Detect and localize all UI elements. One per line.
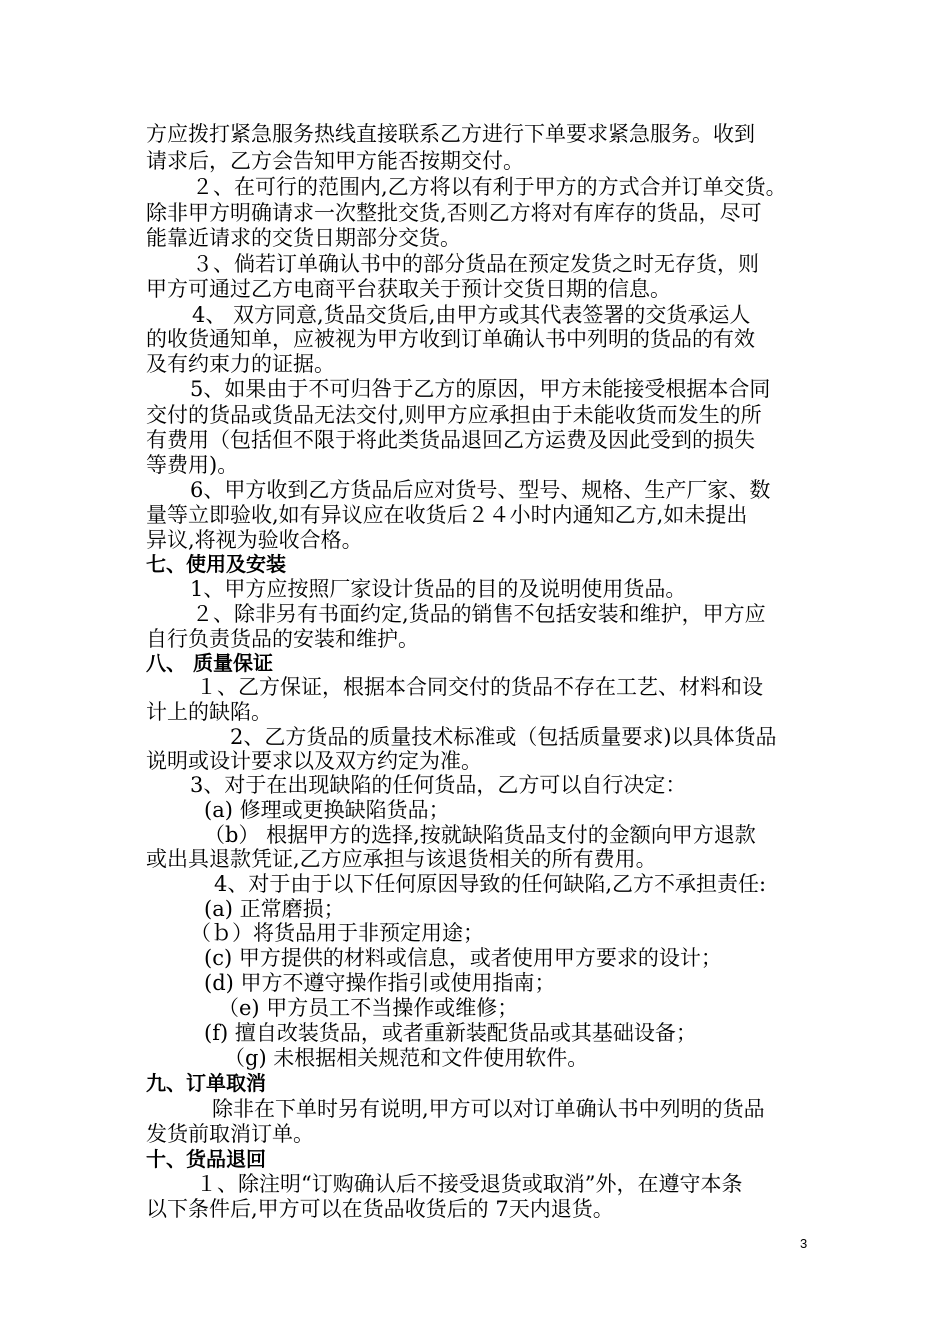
body-text-line: (f) 擅自改装货品，或者重新装配货品或其基础设备； <box>204 1021 697 1045</box>
body-text-line: 1、甲方应按照厂家设计货品的目的及说明使用货品。 <box>190 577 687 601</box>
body-text-line: 2、乙方货品的质量技术标准或（包括质量要求)以具体货品 <box>230 725 777 749</box>
body-text-line: 除非在下单时另有说明,甲方可以对订单确认书中列明的货品 <box>212 1097 765 1121</box>
body-text-line: 方应拨打紧急服务热线直接联系乙方进行下单要求紧急服务。收到 <box>146 122 755 146</box>
body-text-line: 的收货通知单，应被视为甲方收到订单确认书中列明的货品的有效 <box>146 327 755 351</box>
page-number: 3 <box>800 1236 808 1251</box>
body-text-line: 或出具退款凭证,乙方应承担与该退货相关的所有费用。 <box>146 847 657 871</box>
body-text-line: (d) 甲方不遵守操作指引或使用指南； <box>204 971 556 995</box>
body-text-line: (a) 修理或更换缺陷货品； <box>204 798 450 822</box>
section-heading: 七、使用及安装 <box>146 552 286 576</box>
body-text-line: 说明或设计要求以及双方约定为准。 <box>146 749 482 773</box>
body-text-line: １、乙方保证，根据本合同交付的货品不存在工艺、材料和设 <box>196 675 763 699</box>
section-heading: 八、 质量保证 <box>146 651 273 675</box>
body-text-line: 请求后，乙方会告知甲方能否按期交付。 <box>146 149 524 173</box>
body-text-line: ３、倘若订单确认书中的部分货品在预定发货之时无存货，则 <box>192 252 759 276</box>
body-text-line: 等费用)。 <box>146 453 239 477</box>
body-text-line: 异议,将视为验收合格。 <box>146 528 363 552</box>
body-text-line: 甲方可通过乙方电商平台获取关于预计交货日期的信息。 <box>146 277 671 301</box>
body-text-line: 6、甲方收到乙方货品后应对货号、型号、规格、生产厂家、数 <box>190 478 771 502</box>
section-heading: 九、订单取消 <box>146 1071 266 1095</box>
body-text-line: （g) 未根据相关规范和文件使用软件。 <box>224 1046 589 1070</box>
body-text-line: 4、 双方同意,货品交货后,由甲方或其代表签署的交货承运人 <box>192 303 751 327</box>
body-text-line: 计上的缺陷。 <box>146 700 272 724</box>
body-text-line: ２、除非另有书面约定,货品的销售不包括安装和维护，甲方应 <box>192 602 766 626</box>
body-text-line: 交付的货品或货品无法交付,则甲方应承担由于未能收货而发生的所 <box>146 403 762 427</box>
body-text-line: 发货前取消订单。 <box>146 1122 314 1146</box>
body-text-line: (a) 正常磨损； <box>204 897 345 921</box>
body-text-line: 有费用（包括但不限于将此类货品退回乙方运费及因此受到的损失 <box>146 428 755 452</box>
body-text-line: 5、如果由于不可归咎于乙方的原因，甲方未能接受根据本合同 <box>190 377 771 401</box>
body-text-line: 能靠近请求的交货日期部分交货。 <box>146 226 461 250</box>
body-text-line: （e) 甲方员工不当操作或维修； <box>218 996 519 1020</box>
body-text-line: 及有约束力的证据。 <box>146 352 335 376</box>
body-text-line: （b） 根据甲方的选择,按就缺陷货品支付的金额向甲方退款 <box>204 823 756 847</box>
section-heading: 十、货品退回 <box>146 1147 266 1171</box>
body-text-line: 3、对于在出现缺陷的任何货品，乙方可以自行决定： <box>190 773 687 797</box>
body-text-line: 自行负责货品的安装和维护。 <box>146 627 419 651</box>
body-text-line: 4、对于由于以下任何原因导致的任何缺陷,乙方不承担责任: <box>214 872 767 896</box>
body-text-line: ２、在可行的范围内,乙方将以有利于甲方的方式合并订单交货。 <box>192 175 787 199</box>
body-text-line: 以下条件后,甲方可以在货品收货后的 7天内退货。 <box>146 1197 614 1221</box>
body-text-line: (c) 甲方提供的材料或信息，或者使用甲方要求的设计； <box>204 946 722 970</box>
body-text-line: １、除注明“订购确认后不接受退货或取消”外，在遵守本条 <box>196 1172 743 1196</box>
body-text-line: （ｂ）将货品用于非预定用途； <box>190 921 484 945</box>
body-text-line: 量等立即验收,如有异议应在收货后２４小时内通知乙方,如未提出 <box>146 503 748 527</box>
body-text-line: 除非甲方明确请求一次整批交货,否则乙方将对有库存的货品，尽可 <box>146 201 762 225</box>
